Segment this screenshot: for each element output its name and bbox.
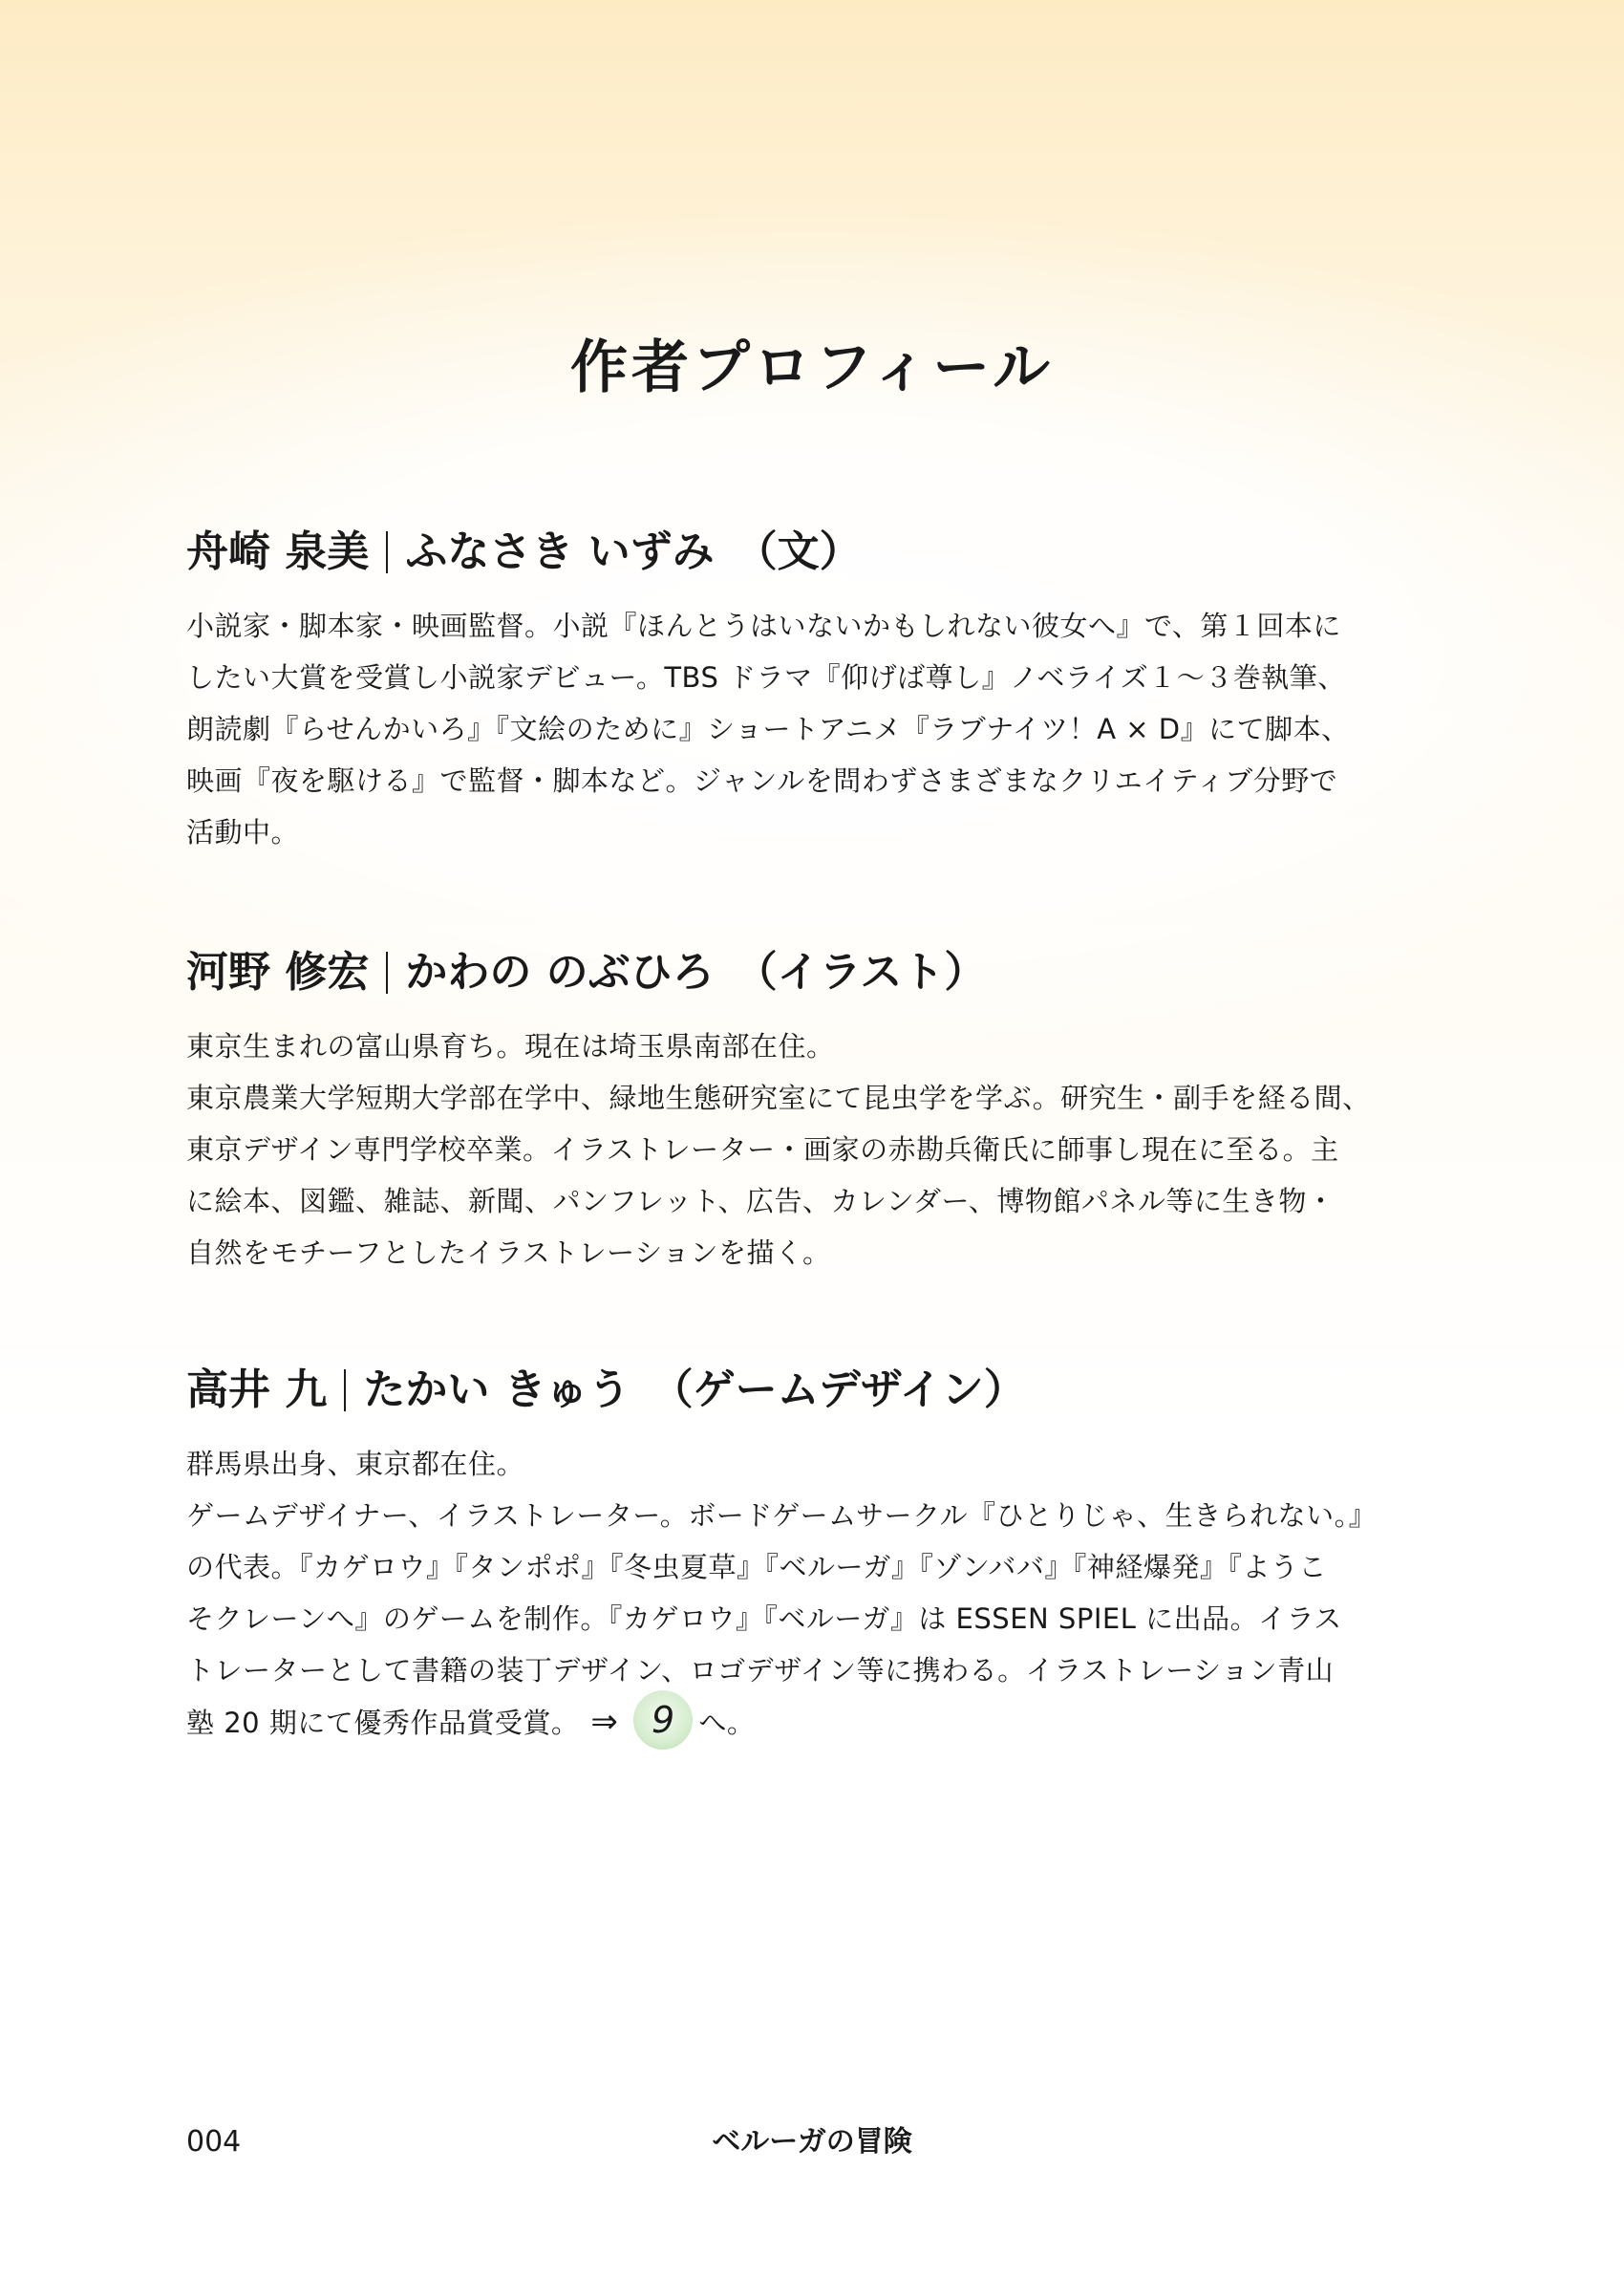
bio-line: 自然をモチーフとしたイラストレーションを描く。	[186, 1236, 831, 1269]
author-name: 河野 修宏	[186, 948, 370, 997]
bio-line: そクレーンへ』のゲームを制作。『カゲロウ』『ベルーガ』は ESSEN SPIEL に出品。イラス	[186, 1602, 1342, 1635]
bio-line: に絵本、図鑑、雑誌、新聞、パンフレット、広告、カレンダー、博物館パネル等に生き物・	[186, 1185, 1336, 1217]
reference-suffix: へ。	[698, 1707, 756, 1739]
author-bio	[186, 1021, 1419, 1279]
author-section-takai	[186, 1362, 1419, 1750]
author-section-kawano	[186, 944, 1419, 1279]
arrow-icon: ⇒	[590, 1703, 619, 1741]
page-number: 004	[186, 2125, 242, 2159]
author-role: （文）	[735, 527, 862, 576]
author-bio	[186, 1438, 1419, 1750]
heading-separator	[386, 952, 388, 994]
bio-line: したい大賞を受賞し小説家デビュー。TBS ドラマ『仰げば尊し』ノベライズ１〜３巻執筆、	[186, 661, 1346, 694]
bio-line: 東京デザイン専門学校卒業。イラストレーター・画家の赤勘兵衛氏に師事し現在に至る。主	[186, 1133, 1339, 1166]
page-reference-badge[interactable]: 9	[633, 1690, 693, 1750]
heading-separator	[344, 1369, 346, 1411]
bio-line: ゲームデザイナー、イラストレーター。ボードゲームサークル『ひとりじゃ、生きられない。』	[186, 1499, 1378, 1532]
author-reading: かわの のぶひろ	[405, 948, 715, 997]
bio-line-last	[186, 1696, 1419, 1750]
bio-line: 活動中。	[186, 816, 300, 849]
author-section-funasaki	[186, 524, 1419, 858]
author-name: 高井 九	[186, 1365, 328, 1414]
author-role: （ゲームデザイン）	[651, 1365, 1026, 1414]
bio-line: 東京生まれの富山県育ち。現在は埼玉県南部在住。	[186, 1030, 835, 1063]
page-title: 作者プロフィール	[570, 334, 1054, 401]
author-name: 舟崎 泉美	[186, 527, 370, 576]
bio-line: 東京農業大学短期大学部在学中、緑地生態研究室にて昆虫学を学ぶ。研究生・副手を経る間、	[186, 1082, 1371, 1114]
bio-line: の代表。『カゲロウ』『タンポポ』『冬虫夏草』『ベルーガ』『ゾンババ』『神経爆発』『ようこ	[186, 1551, 1327, 1583]
running-title: ベルーガの冒険	[712, 2125, 912, 2159]
author-reading: たかい きゅう	[363, 1365, 630, 1414]
author-role: （イラスト）	[735, 948, 987, 997]
bio-line: トレーターとして書籍の装丁デザイン、ロゴデザイン等に携わる。イラストレーション青山	[186, 1654, 1335, 1687]
bio-line: 小説家・脚本家・映画監督。小説『ほんとうはいないかもしれない彼女へ』で、第１回本に	[186, 610, 1341, 642]
author-heading	[186, 944, 1419, 1001]
bio-line: 映画『夜を駆ける』で監督・脚本など。ジャンルを問わずさまざまなクリエイティブ分野で	[186, 764, 1338, 797]
bio-text: 塾 20 期にて優秀作品賞受賞。	[186, 1707, 580, 1739]
bio-line: 群馬県出身、東京都在住。	[186, 1448, 525, 1480]
author-reading: ふなさき いずみ	[405, 527, 715, 576]
author-heading	[186, 524, 1419, 581]
author-bio	[186, 600, 1419, 858]
heading-separator	[386, 531, 388, 573]
author-heading	[186, 1362, 1419, 1419]
bio-line: 朗読劇『らせんかいろ』『文絵のために』ショートアニメ『ラブナイツ！A × D』にて脚本、	[186, 713, 1350, 745]
